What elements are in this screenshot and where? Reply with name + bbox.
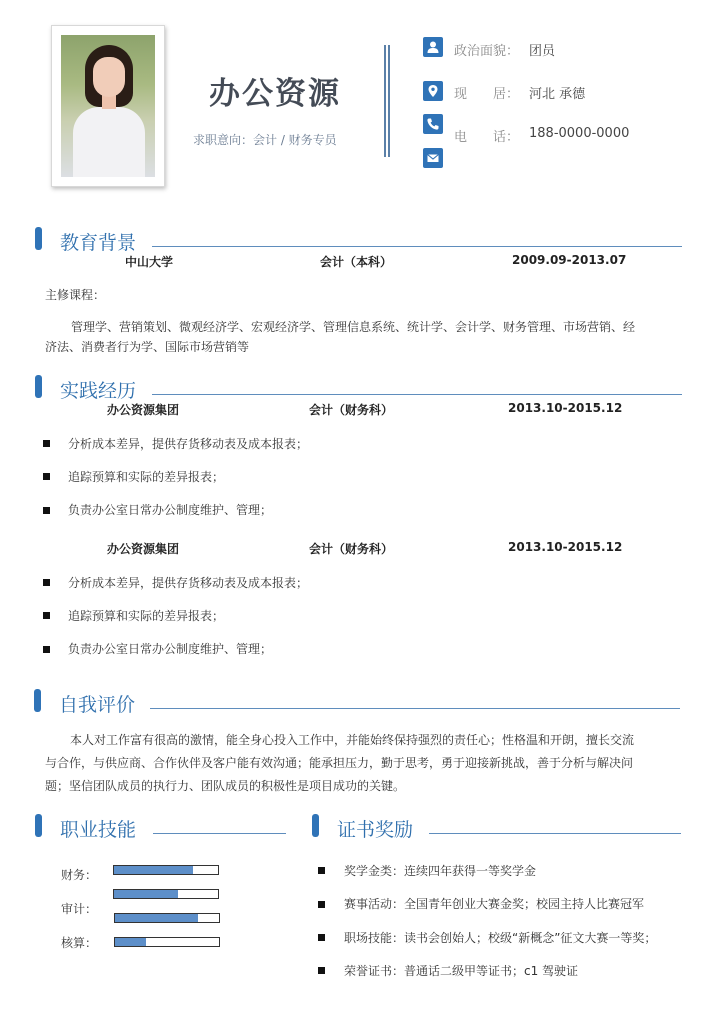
skill-fill — [115, 914, 198, 922]
experience-section-title: 实践经历 — [60, 380, 137, 402]
experience-section-rule — [152, 394, 682, 395]
education-section-rule — [152, 246, 682, 247]
info-value-residence: 河北 承德 — [529, 87, 586, 102]
education-school: 中山大学 — [125, 255, 174, 269]
skill-bar-extra — [114, 937, 220, 947]
courses-line-2-clip — [45, 340, 685, 352]
skill-label-accounting: 核算： — [61, 936, 98, 950]
self-eval-line-3: 题；坚信团队成员的执行力、团队成员的积极性是项目成功的关键。 — [45, 779, 406, 793]
job-2-item-1: 分析成本差异，提供存货移动表及成本报表； — [68, 576, 309, 590]
education-period: 2009.09-2013.07 — [512, 253, 627, 267]
bullet — [43, 579, 50, 586]
bullet — [43, 440, 50, 447]
self-eval-section-marker — [34, 689, 41, 712]
award-item-2: 赛事活动：全国青年创业大赛金奖；校园主持人比赛冠军 — [344, 897, 645, 911]
profile-photo — [61, 35, 155, 177]
bullet — [43, 612, 50, 619]
job-1-item-2: 追踪预算和实际的差异报表； — [68, 470, 225, 484]
job-1-item-1: 分析成本差异，提供存货移动表及成本报表； — [68, 437, 309, 451]
bullet — [318, 934, 325, 941]
job-1-period: 2013.10-2015.12 — [508, 401, 623, 415]
education-section-marker — [35, 227, 42, 250]
award-item-4: 荣誉证书：普通话二级甲等证书；c1 驾驶证 — [344, 964, 579, 978]
skill-fill — [114, 866, 193, 874]
courses-label: 主修课程： — [45, 288, 106, 302]
skill-fill — [114, 890, 178, 898]
job-intent: 求职意向：会计 / 财务专员 — [193, 133, 337, 147]
award-item-3: 职场技能：读书会创始人；校级“新概念”征文大赛一等奖； — [344, 931, 657, 945]
awards-section-rule — [429, 833, 681, 834]
bullet — [43, 507, 50, 514]
job-1-item-3: 负责办公室日常办公制度维护、管理； — [68, 503, 273, 517]
job-2-position: 会计（财务科） — [309, 542, 394, 556]
skill-label-finance: 财务： — [61, 868, 98, 882]
awards-section-marker — [312, 814, 319, 837]
candidate-name: 办公资源 — [209, 76, 341, 112]
job-1-position: 会计（财务科） — [309, 403, 394, 417]
header-divider-left — [384, 45, 386, 157]
job-2-company: 办公资源集团 — [107, 542, 180, 556]
award-item-1: 奖学金类：连续四年获得一等奖学金 — [344, 864, 537, 878]
bullet — [318, 867, 325, 874]
mail-icon — [423, 148, 443, 168]
skills-section-title: 职业技能 — [60, 819, 137, 841]
phone-icon — [423, 114, 443, 134]
awards-section-title: 证书奖励 — [337, 819, 414, 841]
education-section-title: 教育背景 — [60, 232, 137, 254]
job-1-company: 办公资源集团 — [107, 403, 180, 417]
info-label-politics: 政治面貌： — [454, 44, 520, 59]
courses-line-1: 管理学、营销策划、微观经济学、宏观经济学、管理信息系统、统计学、会计学、财务管理、市场营销、经 — [71, 320, 636, 334]
skills-section-rule — [153, 833, 286, 834]
job-2-item-2: 追踪预算和实际的差异报表； — [68, 609, 225, 623]
self-eval-line-2: 与合作，与供应商、合作伙伴及客户能有效沟通；能承担压力，勤于思考，勇于迎接新挑战，善于分析与解决问 — [45, 756, 634, 770]
job-2-period: 2013.10-2015.12 — [508, 540, 623, 554]
bullet — [318, 967, 325, 974]
info-label-residence: 现 居： — [454, 87, 520, 102]
bullet — [43, 473, 50, 480]
job-2-item-3: 负责办公室日常办公制度维护、管理； — [68, 642, 273, 656]
profile-photo-frame — [51, 25, 165, 187]
info-value-politics: 团员 — [529, 44, 556, 59]
bullet — [43, 646, 50, 653]
self-eval-line-1: 本人对工作富有很高的激情，能全身心投入工作中，并能始终保持强烈的责任心；性格温和开朗，擅长交流 — [70, 733, 635, 747]
location-icon — [423, 81, 443, 101]
skills-section-marker — [35, 814, 42, 837]
courses-line-2: 济法、消费者行为学、国际市场营销等 — [45, 340, 250, 352]
skill-bar-accounting — [114, 913, 220, 923]
bullet — [318, 901, 325, 908]
self-eval-section-rule — [150, 708, 680, 709]
skill-bar-finance — [113, 865, 219, 875]
self-eval-section-title: 自我评价 — [59, 694, 136, 716]
info-label-phone: 电 话： — [454, 130, 520, 145]
experience-section-marker — [35, 375, 42, 398]
education-major: 会计（本科） — [320, 255, 393, 269]
header-divider-right — [388, 45, 390, 157]
info-value-phone: 188-0000-0000 — [529, 126, 630, 141]
person-icon — [423, 37, 443, 57]
skill-fill — [115, 938, 146, 946]
skill-label-audit: 审计： — [61, 902, 98, 916]
skill-bar-audit — [113, 889, 219, 899]
